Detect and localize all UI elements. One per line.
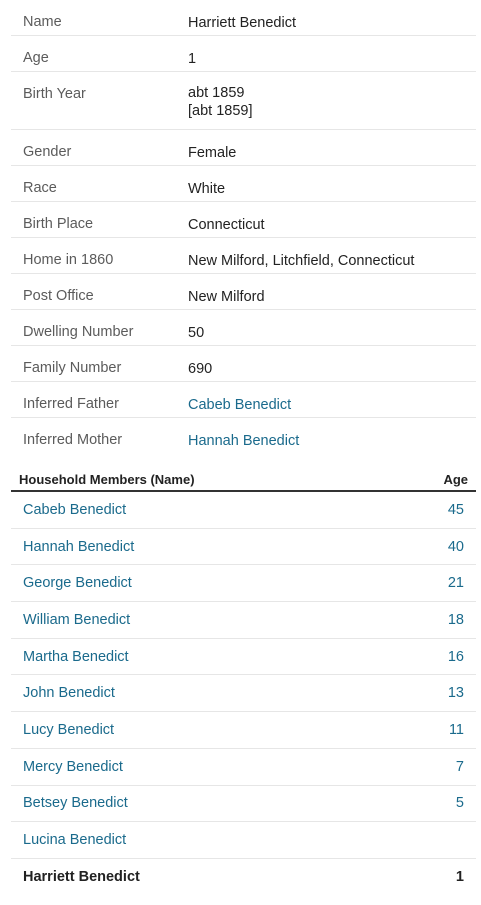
detail-value: Connecticut bbox=[188, 217, 265, 233]
household-member-age[interactable]: 7 bbox=[455, 758, 464, 775]
household-member-age[interactable]: 18 bbox=[447, 611, 464, 628]
household-member-age[interactable]: 16 bbox=[447, 648, 464, 665]
household-member-age: 1 bbox=[455, 869, 464, 886]
inferred-mother-link[interactable]: Hannah Benedict bbox=[188, 433, 300, 449]
household-member-link[interactable]: Betsey Benedict bbox=[23, 795, 128, 812]
detail-value bbox=[188, 72, 476, 129]
birth-year-original-value: [abt 1859] bbox=[188, 103, 253, 119]
detail-label: Birth Year bbox=[23, 86, 86, 102]
household-member-link[interactable]: Mercy Benedict bbox=[23, 758, 123, 775]
detail-label: Inferred Mother bbox=[23, 432, 123, 448]
detail-label: Name bbox=[23, 14, 62, 30]
household-row bbox=[11, 712, 476, 749]
detail-row-birth-year bbox=[11, 72, 476, 130]
household-member-link[interactable]: Lucina Benedict bbox=[23, 832, 127, 849]
household-row bbox=[11, 492, 476, 529]
detail-value: New Milford bbox=[188, 289, 265, 305]
detail-label: Home in 1860 bbox=[23, 252, 114, 268]
household-member-link[interactable]: George Benedict bbox=[23, 575, 132, 592]
household-row bbox=[11, 749, 476, 786]
birth-year-value: abt 1859 bbox=[188, 85, 245, 101]
household-member-age[interactable]: 13 bbox=[447, 685, 464, 702]
household-name-column-header: Household Members (Name) bbox=[19, 472, 195, 487]
detail-value: 50 bbox=[188, 325, 205, 341]
household-row bbox=[11, 786, 476, 823]
detail-row-dwelling-number bbox=[11, 310, 476, 346]
household-row bbox=[11, 602, 476, 639]
household-member-link[interactable]: Lucy Benedict bbox=[23, 721, 115, 738]
detail-value: 1 bbox=[188, 51, 197, 67]
household-row bbox=[11, 565, 476, 602]
household-member-link[interactable]: Hannah Benedict bbox=[23, 538, 135, 555]
household-row bbox=[11, 529, 476, 566]
detail-label: Family Number bbox=[23, 360, 122, 376]
detail-row-inferred-mother bbox=[11, 418, 476, 454]
detail-label: Post Office bbox=[23, 288, 94, 304]
detail-row-gender bbox=[11, 130, 476, 166]
detail-value: White bbox=[188, 181, 226, 197]
inferred-father-link[interactable]: Cabeb Benedict bbox=[188, 397, 292, 413]
detail-value: Harriett Benedict bbox=[188, 15, 296, 31]
detail-row-age bbox=[11, 36, 476, 72]
household-row bbox=[11, 639, 476, 676]
household-member-age[interactable]: 11 bbox=[448, 721, 464, 738]
detail-row-birth-place bbox=[11, 202, 476, 238]
household-member-link[interactable]: Martha Benedict bbox=[23, 648, 129, 665]
household-member-name: Harriett Benedict bbox=[23, 869, 140, 886]
household-row bbox=[11, 822, 476, 859]
detail-row-family-number bbox=[11, 346, 476, 382]
detail-value bbox=[188, 382, 476, 417]
detail-value bbox=[188, 418, 476, 454]
detail-label: Inferred Father bbox=[23, 396, 119, 412]
household-members-table bbox=[11, 472, 476, 896]
detail-value: 690 bbox=[188, 361, 213, 377]
detail-row-home bbox=[11, 238, 476, 274]
detail-label: Age bbox=[23, 50, 49, 66]
detail-row-inferred-father bbox=[11, 382, 476, 418]
detail-row-name bbox=[11, 0, 476, 36]
detail-row-post-office bbox=[11, 274, 476, 310]
household-member-age[interactable]: 5 bbox=[455, 795, 464, 812]
detail-label: Gender bbox=[23, 144, 72, 160]
household-member-link[interactable]: William Benedict bbox=[23, 611, 131, 628]
household-age-column-header: Age bbox=[443, 472, 468, 487]
detail-label: Race bbox=[23, 180, 57, 196]
detail-row-race bbox=[11, 166, 476, 202]
detail-label: Birth Place bbox=[23, 216, 94, 232]
household-member-age[interactable]: 40 bbox=[447, 538, 464, 555]
household-member-link[interactable]: John Benedict bbox=[23, 685, 115, 702]
household-row-current-person bbox=[11, 859, 476, 896]
detail-value: Female bbox=[188, 145, 237, 161]
household-header bbox=[11, 472, 476, 492]
detail-value: New Milford, Litchfield, Connecticut bbox=[188, 253, 415, 269]
household-member-age[interactable]: 45 bbox=[447, 501, 464, 518]
detail-label: Dwelling Number bbox=[23, 324, 134, 340]
record-details-table bbox=[11, 0, 476, 454]
household-row bbox=[11, 675, 476, 712]
household-member-link[interactable]: Cabeb Benedict bbox=[23, 501, 127, 518]
household-member-age[interactable]: 21 bbox=[447, 575, 464, 592]
